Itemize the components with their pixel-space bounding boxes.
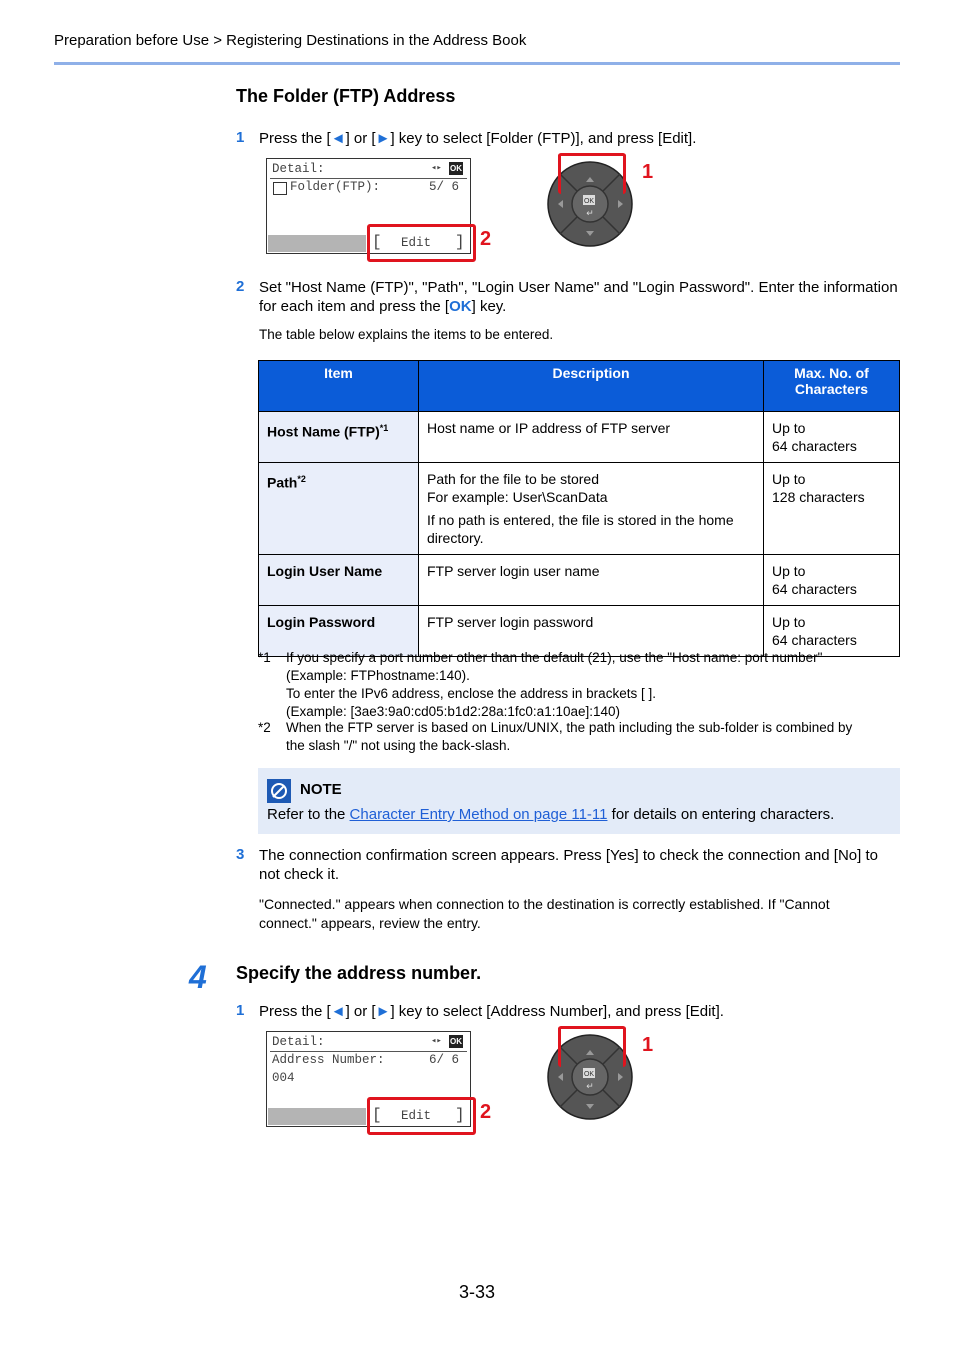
table-header-max: Max. No. of Characters (764, 361, 900, 412)
right-arrow-icon: ► (375, 1003, 391, 1020)
step2-number: 2 (236, 278, 245, 295)
softkey-edit[interactable]: Edit (401, 236, 432, 250)
footnote-2-mark: *2 (258, 720, 271, 735)
callout-number-1: 1 (642, 161, 654, 183)
arrows-icon: ◂▸ (431, 163, 442, 173)
ok-icon: OK (450, 1037, 462, 1046)
lcd-line-folder: Folder(FTP): (290, 180, 381, 194)
bracket-left-icon: [ (372, 233, 382, 251)
callout-number-2: 2 (480, 1101, 492, 1123)
lcd-line-address: Address Number: (272, 1053, 385, 1067)
callout-number-2: 2 (480, 228, 492, 250)
arrows-icon: ◂▸ (431, 1036, 442, 1046)
softkey-bar-empty (268, 235, 366, 252)
note-icon (267, 779, 291, 803)
right-arrow-icon: ► (375, 130, 391, 147)
table-row: Host Name (FTP)$^{*1}$ Host name or IP address of FTP server Up to 64 characters (259, 412, 900, 463)
footnote-1: If you specify a port number other than the default (21), use the "Host name: port number" (Example: FTPhostname:140). To enter the IPv6 address, enclose the address in brackets [ ]. (Example: [3ae3:9a0:cd05:b1d2:28a:1fc0:a1:10ae]:140) (286, 650, 823, 719)
svg-text:↵: ↵ (586, 208, 594, 218)
left-arrow-icon: ◄ (330, 130, 346, 147)
breadcrumb: Preparation before Use > Registering Destinations in the Address Book (54, 32, 527, 49)
step1-number: 1 (236, 129, 245, 146)
step2-text: Set "Host Name (FTP)", "Path", "Login User Name" and "Login Password". Enter the information for each item and press the [OK] key. (259, 279, 898, 315)
callout-box-arrows (558, 153, 626, 194)
step4-1-number: 1 (236, 1002, 245, 1019)
callout-box-edit (367, 1097, 476, 1135)
lcd-line-detail: Detail: (272, 1035, 325, 1049)
table-row: Path$^{*2}$ Path for the file to be stored For example: User\ScanData If no path is entered, the file is stored in the home directory. Up to 128 characters (259, 463, 900, 555)
callout-box-arrows (558, 1026, 626, 1067)
left-arrow-icon: ◄ (330, 1003, 346, 1020)
header-rule (54, 62, 900, 65)
note-title: NOTE (300, 781, 342, 798)
step3-subtext: "Connected." appears when connection to the destination is correctly established. If "Cannot connect." appears, review the entry. (259, 896, 830, 931)
table-header-item: Item (259, 361, 419, 412)
step3-text: The connection confirmation screen appears. Press [Yes] to check the connection and [No] to not check it. (259, 847, 878, 883)
callout-number-1: 1 (642, 1034, 654, 1056)
lcd-line-detail: Detail: (272, 162, 325, 176)
softkey-bar-empty (268, 1108, 366, 1125)
lcd-line-value: 004 (272, 1071, 295, 1085)
folder-icon (273, 182, 287, 195)
lcd-page: 6/ 6 (429, 1053, 460, 1067)
bracket-right-icon: ] (455, 1106, 465, 1124)
ok-icon: OK (450, 164, 462, 173)
items-table (258, 360, 900, 657)
table-row: Login Password FTP server login password Up to 64 characters (259, 606, 900, 657)
section4-number: 4 (189, 959, 207, 995)
section-title: The Folder (FTP) Address (236, 86, 456, 106)
note-box (258, 768, 900, 834)
section4-title: Specify the address number. (236, 963, 482, 983)
bracket-left-icon: [ (372, 1106, 382, 1124)
page-number: 3-33 (458, 1282, 496, 1302)
callout-box-edit (367, 224, 476, 262)
note-text: Refer to the Character Entry Method on page 11-11 for details on entering characters. (267, 806, 835, 823)
table-header-description: Description (419, 361, 764, 412)
svg-text:OK: OK (583, 1071, 595, 1078)
step2-subtext: The table below explains the items to be entered. (259, 327, 554, 342)
step4-1-text: Press the [◄] or [►] key to select [Address Number], and press [Edit]. (259, 1003, 724, 1020)
svg-text:OK: OK (583, 198, 595, 205)
bracket-right-icon: ] (455, 233, 465, 251)
note-link[interactable]: Character Entry Method on page 11-11 (349, 806, 608, 823)
lcd-page: 5/ 6 (429, 180, 460, 194)
step3-number: 3 (236, 846, 245, 863)
footnote-1-mark: *1 (258, 650, 271, 665)
table-row: Login User Name FTP server login user name Up to 64 characters (259, 555, 900, 606)
step1-text: Press the [◄] or [►] key to select [Folder (FTP)], and press [Edit]. (259, 130, 697, 147)
softkey-edit[interactable]: Edit (401, 1109, 432, 1123)
svg-text:↵: ↵ (586, 1081, 594, 1091)
footnote-2: When the FTP server is based on Linux/UNIX, the path including the sub-folder is combined by the slash "/" not using the back-slash. (286, 720, 853, 753)
